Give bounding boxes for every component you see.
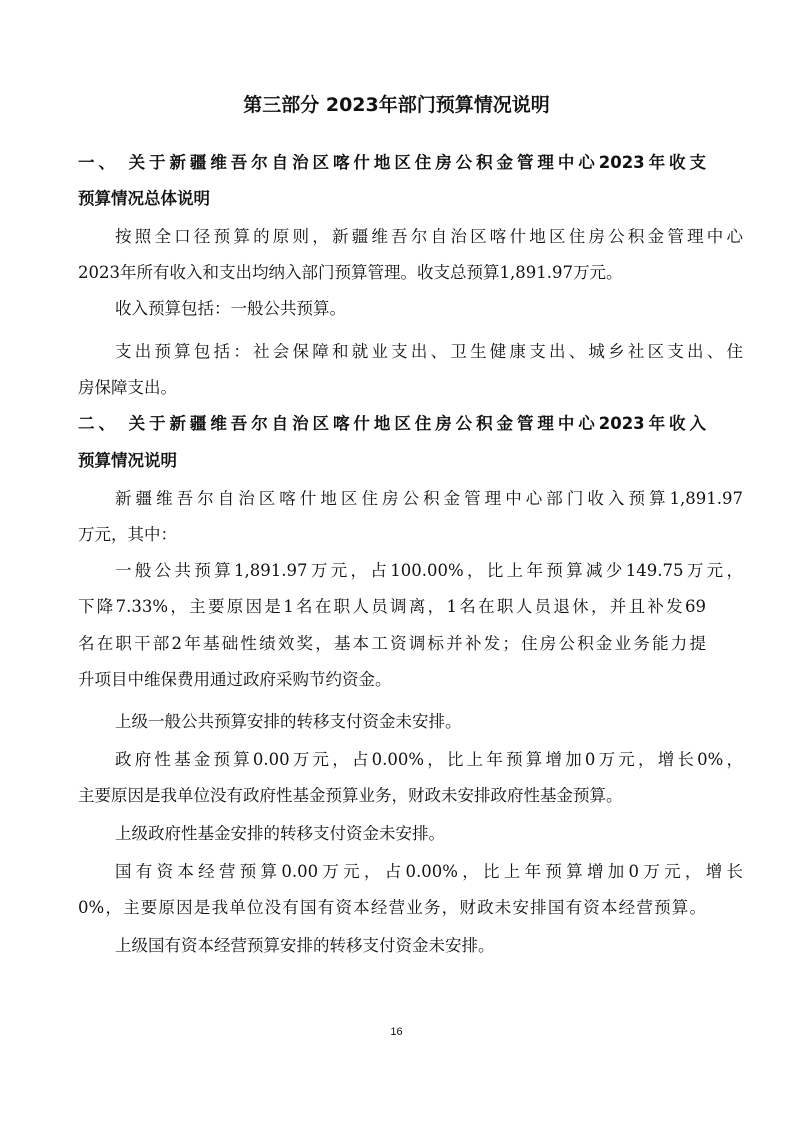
paragraph-line: 2023年所有收入和支出均纳入部门预算管理。收支总预算1,891.97万元。 xyxy=(78,263,623,282)
paragraph-line: 国有资本经营预算0.00万元，占0.00%，比上年预算增加0万元，增长 xyxy=(115,862,743,881)
section-heading-2-line-1: 二、 关于新疆维吾尔自治区喀什地区住房公积金管理中心2023年收入 xyxy=(78,414,706,433)
paragraph-line: 上级政府性基金安排的转移支付资金未安排。 xyxy=(115,824,445,843)
paragraph-line: 一般公共预算1,891.97万元，占100.00%，比上年预算减少149.75万元， xyxy=(115,561,743,580)
paragraph-line: 万元，其中： xyxy=(78,525,177,544)
page-title: 第三部分 2023年部门预算情况说明 xyxy=(243,94,550,116)
page-number: 16 xyxy=(390,1026,403,1038)
paragraph-line: 上级国有资本经营预算安排的转移支付资金未安排。 xyxy=(115,936,495,955)
paragraph-line: 政府性基金预算0.00万元，占0.00%，比上年预算增加0万元，增长0%， xyxy=(115,750,743,769)
paragraph-line: 上级一般公共预算安排的转移支付资金未安排。 xyxy=(115,712,462,731)
section-heading-2-line-2: 预算情况说明 xyxy=(78,451,177,470)
paragraph-line: 按照全口径预算的原则，新疆维吾尔自治区喀什地区住房公积金管理中心 xyxy=(115,227,743,246)
paragraph-line: 房保障支出。 xyxy=(78,378,177,397)
paragraph-line: 收入预算包括：一般公共预算。 xyxy=(115,299,346,318)
paragraph-line: 支出预算包括：社会保障和就业支出、卫生健康支出、城乡社区支出、住 xyxy=(115,342,743,361)
paragraph-line: 升项目中维保费用通过政府采购节约资金。 xyxy=(78,670,392,689)
paragraph-line: 下降7.33%，主要原因是1名在职人员调离，1名在职人员退休，并且补发69 xyxy=(78,597,706,616)
section-heading-1-line-2: 预算情况总体说明 xyxy=(78,189,210,208)
paragraph-line: 新疆维吾尔自治区喀什地区住房公积金管理中心部门收入预算1,891.97 xyxy=(115,489,743,508)
section-heading-1-line-1: 一、 关于新疆维吾尔自治区喀什地区住房公积金管理中心2023年收支 xyxy=(78,153,706,172)
paragraph-line: 0%，主要原因是我单位没有国有资本经营业务，财政未安排国有资本经营预算。 xyxy=(78,898,706,917)
paragraph-line: 主要原因是我单位没有政府性基金预算业务，财政未安排政府性基金预算。 xyxy=(78,786,623,805)
paragraph-line: 名在职干部2年基础性绩效奖，基本工资调标并补发；住房公积金业务能力提 xyxy=(78,634,706,653)
